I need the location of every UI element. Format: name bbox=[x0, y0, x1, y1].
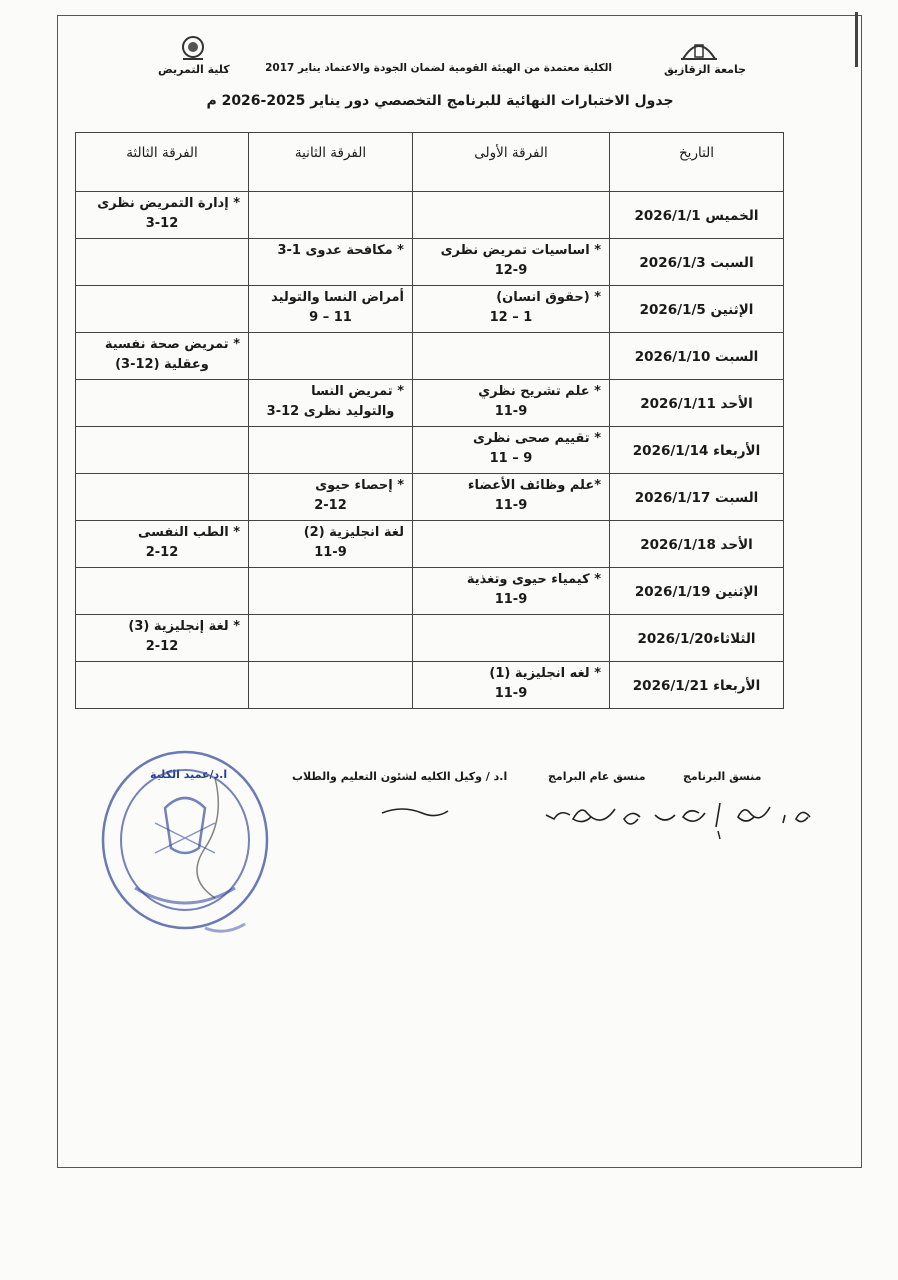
table-row bbox=[76, 568, 784, 615]
university-emblem-icon bbox=[679, 35, 719, 61]
exam-time: وعقلية (12-3) bbox=[115, 357, 209, 372]
exam-cell-y3 bbox=[76, 662, 249, 709]
exam-cell-y1 bbox=[413, 380, 610, 427]
exam-subject: *علم وظائف الأعضاء bbox=[467, 478, 601, 493]
exam-time: والتوليد نظرى 12-3 bbox=[266, 404, 395, 419]
exam-cell-y3 bbox=[76, 521, 249, 568]
faculty-name: كلية التمريض bbox=[158, 63, 230, 76]
faculty-logo bbox=[158, 35, 228, 76]
exam-cell-y2 bbox=[249, 568, 413, 615]
header-year3: الفرقة الثالثة bbox=[76, 133, 249, 192]
exam-time: 9 – 11 bbox=[489, 451, 533, 466]
exam-date: السبت 2026/1/3 bbox=[610, 239, 784, 286]
exam-cell-y1 bbox=[413, 474, 610, 521]
exam-cell-y2 bbox=[249, 286, 413, 333]
exam-subject: * تقييم صحى نظرى bbox=[472, 431, 601, 446]
exam-cell-y3 bbox=[76, 192, 249, 239]
exam-subject: * لغة إنجليزية (3) bbox=[128, 619, 240, 634]
exam-subject: * علم تشريح نظري bbox=[478, 384, 601, 399]
exam-time: 12-9 bbox=[494, 263, 528, 278]
vice-dean-signature bbox=[380, 803, 450, 819]
table-row bbox=[76, 615, 784, 662]
exam-time: 2-12 bbox=[145, 639, 179, 654]
exam-schedule-table bbox=[75, 132, 784, 709]
exam-cell-y1 bbox=[413, 333, 610, 380]
exam-time: 11-9 bbox=[314, 545, 347, 560]
table-header-row bbox=[76, 133, 784, 192]
exam-date: الإثنين 2026/1/5 bbox=[610, 286, 784, 333]
page-title: جدول الاختبارات النهائية للبرنامج التخصصي دور يناير 2025-2026 م bbox=[206, 93, 674, 109]
exam-subject: * (حقوق انسان) bbox=[496, 290, 601, 305]
exam-subject: لغة انجليزية (2) bbox=[303, 525, 404, 540]
exam-cell-y1 bbox=[413, 662, 610, 709]
exam-subject: * اساسيات تمريض نظرى bbox=[440, 243, 601, 258]
exam-cell-y1 bbox=[413, 521, 610, 568]
scan-edge-line bbox=[855, 12, 858, 67]
table-row bbox=[76, 662, 784, 709]
header-year1: الفرقة الأولى bbox=[413, 133, 610, 192]
exam-cell-y3 bbox=[76, 427, 249, 474]
exam-cell-y3 bbox=[76, 568, 249, 615]
exam-time: 1 – 12 bbox=[489, 310, 533, 325]
exam-date: الخميس 2026/1/1 bbox=[610, 192, 784, 239]
exam-cell-y3 bbox=[76, 239, 249, 286]
exam-cell-y1 bbox=[413, 427, 610, 474]
exam-cell-y2 bbox=[249, 333, 413, 380]
faculty-emblem-icon bbox=[178, 35, 208, 61]
exam-time: 11 – 9 bbox=[309, 310, 352, 325]
exam-cell-y2 bbox=[249, 474, 413, 521]
exam-cell-y3 bbox=[76, 333, 249, 380]
exam-cell-y2 bbox=[249, 192, 413, 239]
exam-cell-y2 bbox=[249, 380, 413, 427]
exam-time: 11-9 bbox=[494, 498, 528, 513]
exam-date: السبت 2026/1/10 bbox=[610, 333, 784, 380]
exam-date: الأربعاء 2026/1/21 bbox=[610, 662, 784, 709]
exam-cell-y1 bbox=[413, 192, 610, 239]
table-row bbox=[76, 239, 784, 286]
table-row bbox=[76, 192, 784, 239]
table-row bbox=[76, 286, 784, 333]
exam-cell-y3 bbox=[76, 615, 249, 662]
header-date: التاريخ bbox=[610, 133, 784, 192]
exam-date: الأربعاء 2026/1/14 bbox=[610, 427, 784, 474]
exam-subject: أمراض النسا والتوليد bbox=[271, 290, 404, 305]
exam-cell-y2 bbox=[249, 521, 413, 568]
table-row bbox=[76, 474, 784, 521]
exam-subject: * لغه انجليزية (1) bbox=[489, 666, 601, 681]
accreditation-note: الكلية معتمدة من الهيئة القومية لضمان الجودة والاعتماد يناير 2017 bbox=[265, 62, 612, 74]
exam-cell-y2 bbox=[249, 427, 413, 474]
exam-cell-y2 bbox=[249, 662, 413, 709]
exam-subject: * كيمياء حيوى وتغذية bbox=[466, 572, 601, 587]
coordinators-signature bbox=[530, 795, 830, 845]
exam-cell-y3 bbox=[76, 380, 249, 427]
exam-time: 2-12 bbox=[314, 498, 347, 513]
exam-subject: * تمريض صحة نفسية bbox=[104, 337, 240, 352]
general-coordinator-label: منسق عام البرامج bbox=[548, 770, 646, 783]
exam-cell-y1 bbox=[413, 286, 610, 333]
exam-subject: * الطب النفسى bbox=[138, 525, 240, 540]
exam-cell-y2 bbox=[249, 239, 413, 286]
exam-date: الثلاثاء2026/1/20 bbox=[610, 615, 784, 662]
table-row bbox=[76, 521, 784, 568]
vice-dean-label: ا.د / وكيل الكليه لشئون التعليم والطلاب bbox=[292, 770, 508, 783]
exam-subject: * مكافحة عدوى 1-3 bbox=[277, 243, 404, 258]
exam-subject: * إدارة التمريض نظرى bbox=[97, 196, 240, 211]
exam-subject: * تمريض النسا bbox=[311, 384, 404, 399]
university-name: جامعة الزقازيق bbox=[664, 63, 747, 76]
exam-time: 11-9 bbox=[494, 686, 528, 701]
exam-time: 11-9 bbox=[494, 592, 528, 607]
exam-subject: * إحصاء حيوى bbox=[315, 478, 404, 493]
program-coordinator-label: منسق البرنامج bbox=[683, 770, 762, 783]
dean-label: ا.د/عميد الكلية bbox=[150, 768, 228, 781]
exam-date: الأحد 2026/1/11 bbox=[610, 380, 784, 427]
exam-date: الأحد 2026/1/18 bbox=[610, 521, 784, 568]
exam-time: 11-9 bbox=[494, 404, 528, 419]
exam-date: السبت 2026/1/17 bbox=[610, 474, 784, 521]
header-year2: الفرقة الثانية bbox=[249, 133, 413, 192]
faculty-seal-stamp bbox=[95, 748, 275, 948]
exam-cell-y3 bbox=[76, 474, 249, 521]
exam-date: الإثنين 2026/1/19 bbox=[610, 568, 784, 615]
table-row bbox=[76, 333, 784, 380]
university-logo bbox=[664, 35, 747, 76]
exam-time: 2-12 bbox=[145, 545, 179, 560]
exam-cell-y2 bbox=[249, 615, 413, 662]
exam-time: 3-12 bbox=[145, 216, 179, 231]
table-row bbox=[76, 427, 784, 474]
exam-cell-y1 bbox=[413, 615, 610, 662]
exam-cell-y1 bbox=[413, 568, 610, 615]
exam-cell-y3 bbox=[76, 286, 249, 333]
table-row bbox=[76, 380, 784, 427]
exam-cell-y1 bbox=[413, 239, 610, 286]
